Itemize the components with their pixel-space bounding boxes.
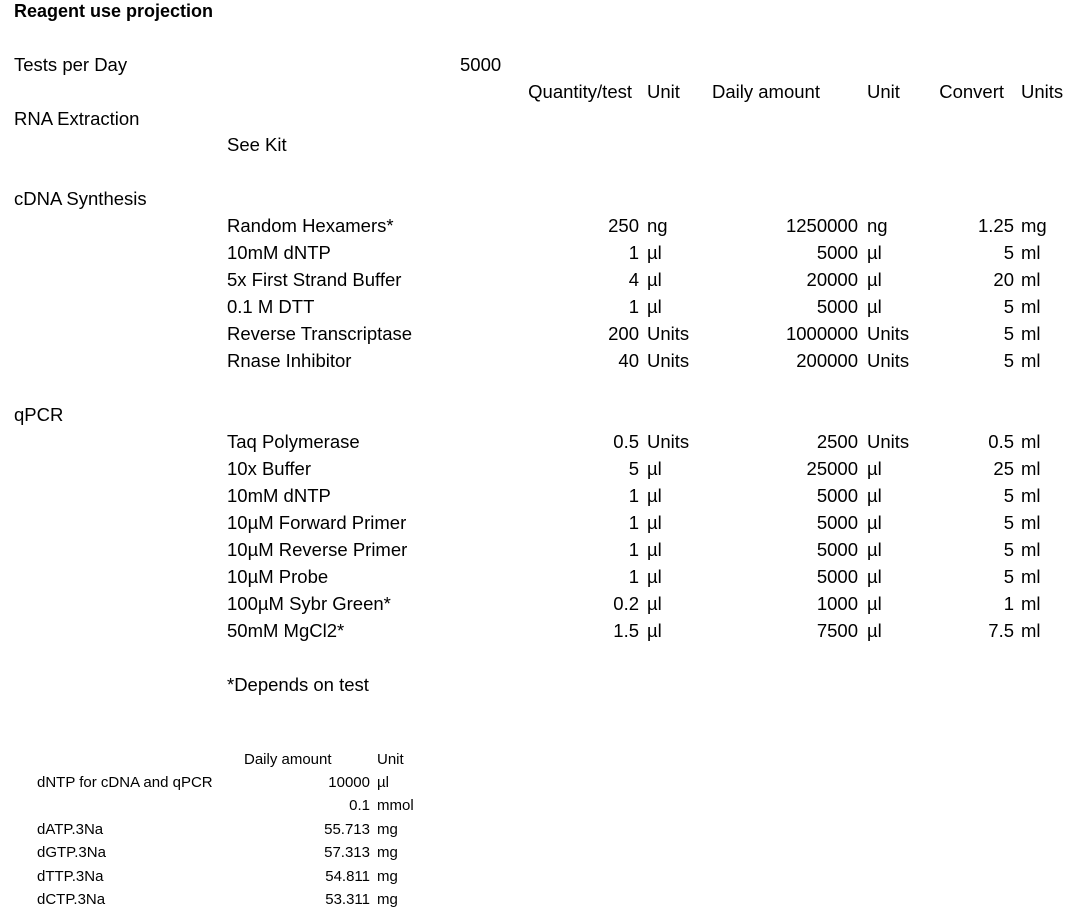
- quantity-per-test: 1: [628, 485, 639, 506]
- daily-amount-unit: µl: [867, 566, 882, 587]
- daily-amount-unit: µl: [867, 620, 882, 641]
- converted-amount: 5: [1003, 296, 1014, 317]
- daily-amount: 5000: [816, 512, 858, 533]
- dntp-row-unit: mg: [377, 844, 398, 862]
- daily-amount-unit: Units: [867, 431, 910, 452]
- reagent-name: 5x First Strand Buffer: [227, 269, 402, 290]
- header-unit: Unit: [647, 81, 680, 102]
- quantity-per-test: 0.2: [613, 593, 639, 614]
- converted-amount: 5: [1003, 539, 1014, 560]
- quantity-unit: µl: [647, 296, 662, 317]
- section-qpcr: qPCR: [14, 404, 64, 425]
- quantity-per-test: 5: [628, 458, 639, 479]
- dntp-row-name: dNTP for cDNA and qPCR: [37, 774, 213, 791]
- converted-amount: 5: [1003, 323, 1014, 344]
- daily-amount: 1000: [816, 593, 858, 614]
- quantity-per-test: 1: [628, 296, 639, 317]
- reagent-name: 10µM Reverse Primer: [227, 539, 408, 560]
- converted-unit: ml: [1021, 242, 1041, 263]
- converted-amount: 5: [1003, 350, 1014, 371]
- daily-amount-unit: µl: [867, 512, 882, 533]
- converted-unit: ml: [1021, 593, 1041, 614]
- quantity-unit: µl: [647, 458, 662, 479]
- section-rna-extraction: RNA Extraction: [14, 108, 140, 129]
- section-cdna-synthesis: cDNA Synthesis: [14, 188, 147, 209]
- converted-amount: 5: [1003, 242, 1014, 263]
- reagent-name: 10mM dNTP: [227, 242, 331, 263]
- reagent-name: 10x Buffer: [227, 458, 311, 479]
- daily-amount: 1250000: [785, 215, 858, 236]
- daily-amount-unit: Units: [867, 323, 910, 344]
- converted-unit: ml: [1021, 431, 1041, 452]
- daily-amount-unit: Units: [867, 350, 910, 371]
- daily-amount: 25000: [806, 458, 858, 479]
- reagent-name: Taq Polymerase: [227, 431, 360, 452]
- daily-amount: 5000: [816, 539, 858, 560]
- daily-amount-unit: µl: [867, 269, 882, 290]
- quantity-unit: µl: [647, 593, 662, 614]
- converted-amount: 5: [1003, 485, 1014, 506]
- dntp-row-value: 57.313: [324, 844, 370, 862]
- daily-amount-unit: µl: [867, 539, 882, 560]
- daily-amount: 5000: [816, 296, 858, 317]
- converted-unit: mg: [1021, 215, 1047, 236]
- dntp-row-unit: mg: [377, 820, 398, 838]
- converted-amount: 1: [1003, 593, 1014, 614]
- converted-unit: ml: [1021, 350, 1041, 371]
- reagent-name: Reverse Transcriptase: [227, 323, 413, 344]
- converted-unit: ml: [1021, 323, 1041, 344]
- reagent-name: 10µM Probe: [227, 566, 329, 587]
- quantity-unit: µl: [647, 566, 662, 587]
- quantity-per-test: 4: [628, 269, 639, 290]
- converted-unit: ml: [1021, 512, 1041, 533]
- quantity-per-test: 1.5: [613, 620, 639, 641]
- daily-amount: 5000: [816, 566, 858, 587]
- quantity-per-test: 0.5: [613, 431, 639, 452]
- converted-unit: ml: [1021, 620, 1041, 641]
- dntp-row-value: 0.1: [349, 797, 370, 815]
- quantity-unit: µl: [647, 539, 662, 560]
- quantity-unit: µl: [647, 242, 662, 263]
- dntp-header-daily-amount: Daily amount: [244, 751, 332, 768]
- quantity-per-test: 1: [628, 539, 639, 560]
- converted-unit: ml: [1021, 269, 1041, 290]
- converted-amount: 20: [993, 269, 1014, 290]
- converted-unit: ml: [1021, 458, 1041, 479]
- daily-amount: 20000: [806, 269, 858, 290]
- dntp-row-value: 55.713: [324, 820, 370, 838]
- daily-amount-unit: µl: [867, 296, 882, 317]
- reagent-name: 100µM Sybr Green*: [227, 593, 391, 614]
- dntp-row-unit: mg: [377, 867, 398, 885]
- dntp-row-name: dGTP.3Na: [37, 844, 106, 862]
- header-quantity: Quantity/test: [528, 81, 632, 102]
- reagent-name: 0.1 M DTT: [227, 296, 315, 317]
- quantity-unit: Units: [647, 350, 690, 371]
- daily-amount: 1000000: [785, 323, 858, 344]
- quantity-per-test: 1: [628, 242, 639, 263]
- daily-amount: 200000: [796, 350, 858, 371]
- daily-amount-unit: µl: [867, 593, 882, 614]
- quantity-unit: µl: [647, 512, 662, 533]
- daily-amount: 2500: [816, 431, 858, 452]
- dntp-row-value: 10000: [328, 774, 370, 791]
- quantity-per-test: 1: [628, 566, 639, 587]
- dntp-row-unit: mmol: [377, 797, 414, 815]
- converted-amount: 5: [1003, 512, 1014, 533]
- dntp-row-name: dCTP.3Na: [37, 891, 106, 908]
- rna-note: See Kit: [227, 134, 287, 155]
- reagent-name: Rnase Inhibitor: [227, 350, 352, 371]
- reagent-name: Random Hexamers*: [227, 215, 394, 236]
- converted-unit: ml: [1021, 296, 1041, 317]
- quantity-unit: Units: [647, 431, 690, 452]
- reagent-name: 50mM MgCl2*: [227, 620, 345, 641]
- header-daily-unit: Unit: [867, 81, 900, 102]
- daily-amount-unit: µl: [867, 242, 882, 263]
- quantity-per-test: 250: [608, 215, 639, 236]
- quantity-per-test: 40: [618, 350, 639, 371]
- dntp-row-unit: µl: [377, 774, 389, 791]
- daily-amount: 5000: [816, 485, 858, 506]
- tests-per-day-value: 5000: [460, 54, 502, 75]
- dntp-row-unit: mg: [377, 891, 398, 908]
- quantity-per-test: 200: [608, 323, 639, 344]
- converted-unit: ml: [1021, 566, 1041, 587]
- page-title: Reagent use projection: [14, 1, 214, 21]
- reagent-name: 10mM dNTP: [227, 485, 331, 506]
- converted-amount: 7.5: [988, 620, 1014, 641]
- dntp-header-unit: Unit: [377, 751, 404, 768]
- quantity-unit: ng: [647, 215, 668, 236]
- quantity-unit: µl: [647, 269, 662, 290]
- dntp-row-value: 54.811: [325, 867, 370, 885]
- footnote: *Depends on test: [227, 674, 369, 695]
- daily-amount-unit: ng: [867, 215, 888, 236]
- daily-amount: 7500: [816, 620, 858, 641]
- header-units: Units: [1021, 81, 1064, 102]
- header-daily-amount: Daily amount: [712, 81, 820, 102]
- converted-unit: ml: [1021, 485, 1041, 506]
- daily-amount-unit: µl: [867, 458, 882, 479]
- converted-amount: 25: [993, 458, 1014, 479]
- converted-amount: 5: [1003, 566, 1014, 587]
- reagent-name: 10µM Forward Primer: [227, 512, 407, 533]
- quantity-unit: µl: [647, 485, 662, 506]
- dntp-row-name: dTTP.3Na: [37, 867, 104, 885]
- converted-unit: ml: [1021, 539, 1041, 560]
- daily-amount: 5000: [816, 242, 858, 263]
- quantity-unit: µl: [647, 620, 662, 641]
- converted-amount: 0.5: [988, 431, 1014, 452]
- dntp-row-value: 53.311: [325, 891, 370, 908]
- daily-amount-unit: µl: [867, 485, 882, 506]
- dntp-row-name: dATP.3Na: [37, 820, 104, 838]
- quantity-per-test: 1: [628, 512, 639, 533]
- quantity-unit: Units: [647, 323, 690, 344]
- header-convert: Convert: [939, 81, 1004, 102]
- tests-per-day-label: Tests per Day: [14, 54, 128, 75]
- converted-amount: 1.25: [977, 215, 1014, 236]
